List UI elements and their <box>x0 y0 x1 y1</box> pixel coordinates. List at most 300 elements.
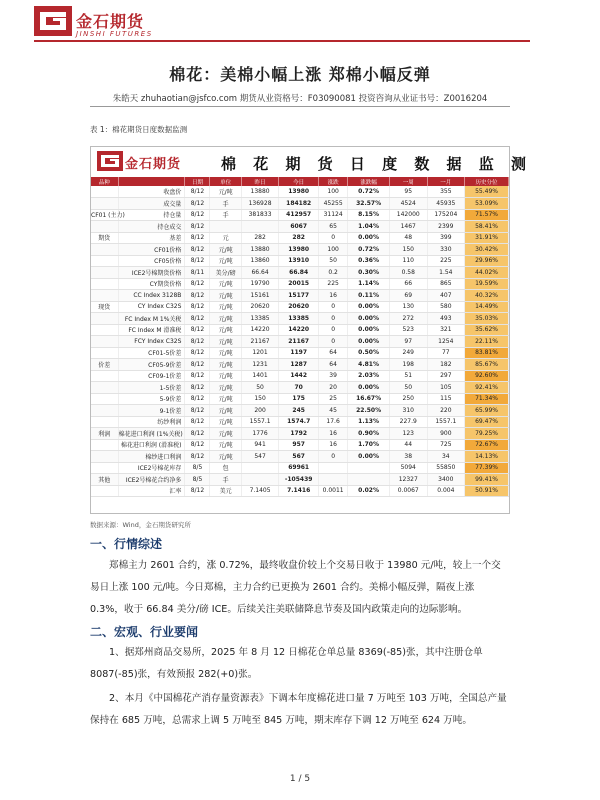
table-cell-prev: 150 <box>241 393 279 405</box>
table-cell-date: 8/12 <box>185 232 210 244</box>
table-cell-pct: 16.67% <box>348 393 390 405</box>
table-cell-prev: 1557.1 <box>241 416 279 428</box>
table-cell-prev: 941 <box>241 439 279 451</box>
table-cell-hist: 31.91% <box>465 232 509 244</box>
table-cell-hist: 99.41% <box>465 474 509 486</box>
table-cell-hist: 53.09% <box>465 198 509 210</box>
table-cell-date: 8/12 <box>185 313 210 325</box>
table-cell-mo: 175204 <box>427 209 465 221</box>
table-logo-text: 金石期货 <box>125 157 182 172</box>
table-cell-mo: 297 <box>427 370 465 382</box>
table-cell-chg: 65 <box>319 221 348 233</box>
table-cell-unit: 元/吨 <box>210 451 241 463</box>
table-cell-chg: 17.6 <box>319 416 348 428</box>
table-cell-hist: 92.41% <box>465 382 509 394</box>
table-cell-today: 245 <box>279 405 319 417</box>
table-cell-date: 8/12 <box>185 209 210 221</box>
author-line: 朱皓天 zhuhaotian@jsfco.com 期货从业资格号：F03090081 投资咨询从业证书号：Z0016204 <box>112 94 488 104</box>
table-row <box>91 313 509 325</box>
table-cell-unit: 手 <box>210 474 241 486</box>
table-cell-unit: 元/吨 <box>210 290 241 302</box>
table-cell-pct <box>348 462 390 474</box>
table-cell-name: 棉花进口利润 (滑准税) <box>118 439 185 451</box>
table-row <box>91 232 509 244</box>
table-cell-unit: 元/吨 <box>210 255 241 267</box>
table-header-row <box>91 177 509 186</box>
table-row <box>91 474 509 486</box>
table-cell-unit <box>210 221 241 233</box>
table-cell-unit: 元/吨 <box>210 393 241 405</box>
table-row <box>91 336 509 348</box>
table-cell-prev: 13880 <box>241 186 279 198</box>
table-cell-today: 184182 <box>279 198 319 210</box>
table-cell-hist: 29.96% <box>465 255 509 267</box>
table-header-cell: 一月 <box>427 177 465 186</box>
table-cell-date: 8/12 <box>185 198 210 210</box>
page-number: 1 / 5 <box>289 774 311 784</box>
table-cell-chg: 0 <box>319 301 348 313</box>
table-row <box>91 393 509 405</box>
table-cell-pct: 1.14% <box>348 278 390 290</box>
table-cell-prev <box>241 221 279 233</box>
table-cell-name: FC Index M 1%关税 <box>118 313 185 325</box>
table-cell-prev: 21167 <box>241 336 279 348</box>
table-cell-hist: 55.49% <box>465 186 509 198</box>
table-cell-hist: 83.81% <box>465 347 509 359</box>
table-cell-prev: 136928 <box>241 198 279 210</box>
table-cell-date: 8/12 <box>185 255 210 267</box>
table-cell-mo: 55850 <box>427 462 465 474</box>
table-row <box>91 324 509 336</box>
table-cell-wk: 5094 <box>389 462 427 474</box>
cotton-data-table <box>91 177 509 497</box>
table-cell-mo: 105 <box>427 382 465 394</box>
table-row <box>91 244 509 256</box>
table-cell-prev: 1776 <box>241 428 279 440</box>
table-cell-today: 957 <box>279 439 319 451</box>
table-cell-name: ICE2号棉期货价格 <box>118 267 185 279</box>
table-cell-mo: 399 <box>427 232 465 244</box>
table-cell-chg: 0 <box>319 324 348 336</box>
company-logo <box>34 6 164 42</box>
table-cell-unit: 元/吨 <box>210 416 241 428</box>
table-cell-chg: 0.0011 <box>319 485 348 497</box>
table-cell-cat <box>91 324 118 336</box>
table-cell-unit: 元/吨 <box>210 244 241 256</box>
table-cell-pct: 0.02% <box>348 485 390 497</box>
table-cell-wk: 272 <box>389 313 427 325</box>
table-cell-name: 基差 <box>118 232 185 244</box>
table-cell-chg: 39 <box>319 370 348 382</box>
table-cell-chg: 100 <box>319 186 348 198</box>
table-cell-unit: 美分/磅 <box>210 267 241 279</box>
table-cell-chg: 25 <box>319 393 348 405</box>
table-cell-pct <box>348 474 390 486</box>
table-cell-prev: 14220 <box>241 324 279 336</box>
table-cell-wk: 0.0067 <box>389 485 427 497</box>
table-cell-date: 8/12 <box>185 359 210 371</box>
table-cell-name: 5-9价差 <box>118 393 185 405</box>
table-cell-unit: 元/吨 <box>210 313 241 325</box>
table-cell-date: 8/12 <box>185 278 210 290</box>
table-cell-mo: 115 <box>427 393 465 405</box>
table-row <box>91 186 509 198</box>
table-cell-wk: 51 <box>389 370 427 382</box>
table-cell-unit: 元/吨 <box>210 301 241 313</box>
table-cell-name: 持仓成交 <box>118 221 185 233</box>
table-cell-cat <box>91 267 118 279</box>
table-row <box>91 370 509 382</box>
table-cell-chg <box>319 462 348 474</box>
table-cell-name: CY Index C32S <box>118 301 185 313</box>
table-cell-name: 持仓量 <box>118 209 185 221</box>
table-header-cell: 单位 <box>210 177 241 186</box>
table-cell-hist: 77.39% <box>465 462 509 474</box>
table-cell-mo: 182 <box>427 359 465 371</box>
table-cell-pct: 0.00% <box>348 336 390 348</box>
table-cell-pct: 0.50% <box>348 347 390 359</box>
paragraph-news-2: 2、本月《中国棉花产消存量资源表》下调本年度棉花进口量 7 万吨至 103 万吨，全国总产量保持在 685 万吨，总需求上调 5 万吨至 845 万吨，期末库存下调 12 万吨至 624 万吨。 <box>90 693 507 726</box>
table-cell-pct: 0.00% <box>348 451 390 463</box>
table-cell-cat <box>91 451 118 463</box>
logo-text: 金石期货 <box>76 12 145 31</box>
table-cell-name: 纺纱利润 <box>118 416 185 428</box>
table-cell-prev: 20620 <box>241 301 279 313</box>
table-cell-name: FC Index M 滑准税 <box>118 324 185 336</box>
table-header-cell: 涨跌幅 <box>348 177 390 186</box>
table-logo <box>97 151 187 173</box>
table-cell-hist: 65.99% <box>465 405 509 417</box>
table-cell-date: 8/12 <box>185 347 210 359</box>
table-cell-wk: 95 <box>389 186 427 198</box>
table-logo-mark-icon <box>97 151 123 171</box>
table-cell-chg: 31124 <box>319 209 348 221</box>
table-cell-cat <box>91 290 118 302</box>
table-cell-prev <box>241 462 279 474</box>
table-cell-pct: 32.57% <box>348 198 390 210</box>
table-cell-mo: 493 <box>427 313 465 325</box>
table-title: 棉 花 期 货 日 度 数 据 监 测 <box>221 155 533 173</box>
table-cell-prev: 13860 <box>241 255 279 267</box>
table-cell-unit: 元/吨 <box>210 278 241 290</box>
table-cell-today: 13385 <box>279 313 319 325</box>
table-cell-today: 13910 <box>279 255 319 267</box>
table-cell-date: 8/12 <box>185 416 210 428</box>
table-cell-date: 8/12 <box>185 290 210 302</box>
table-cell-date: 8/12 <box>185 370 210 382</box>
table-cell-pct: 1.13% <box>348 416 390 428</box>
table-cell-pct: 0.11% <box>348 290 390 302</box>
table-cell-date: 8/12 <box>185 428 210 440</box>
table-cell-prev: 13880 <box>241 244 279 256</box>
table-cell-today: 66.84 <box>279 267 319 279</box>
table-cell-wk: 48 <box>389 232 427 244</box>
table-cell-wk: 523 <box>389 324 427 336</box>
table-cell-cat <box>91 416 118 428</box>
table-cell-mo: 225 <box>427 255 465 267</box>
table-cell-pct: 0.72% <box>348 244 390 256</box>
author-divider <box>90 106 510 107</box>
table-cell-hist: 44.02% <box>465 267 509 279</box>
table-cell-unit: 元/吨 <box>210 370 241 382</box>
table-cell-chg: 0 <box>319 232 348 244</box>
table-cell-pct: 0.36% <box>348 255 390 267</box>
table-cell-name: 汇率 <box>118 485 185 497</box>
table-cell-mo: 77 <box>427 347 465 359</box>
table-cell-pct: 4.81% <box>348 359 390 371</box>
table-cell-today: 20620 <box>279 301 319 313</box>
table-cell-cat <box>91 393 118 405</box>
table-cell-chg: 0.2 <box>319 267 348 279</box>
logo-mark-icon <box>34 6 72 36</box>
table-cell-wk: 97 <box>389 336 427 348</box>
table-header-cell: 今日 <box>279 177 319 186</box>
table-cell-mo: 407 <box>427 290 465 302</box>
table-cell-unit: 美元 <box>210 485 241 497</box>
table-cell-cat <box>91 336 118 348</box>
table-cell-chg: 64 <box>319 359 348 371</box>
table-cell-wk: 44 <box>389 439 427 451</box>
table-cell-pct: 0.00% <box>348 232 390 244</box>
table-cell-cat <box>91 485 118 497</box>
table-header-cell: 品种 <box>91 177 118 186</box>
table-cell-prev: 13385 <box>241 313 279 325</box>
table-cell-chg: 20 <box>319 382 348 394</box>
table-cell-unit: 元/吨 <box>210 382 241 394</box>
table-cell-date: 8/12 <box>185 451 210 463</box>
header-divider <box>34 40 530 42</box>
table-cell-wk: 110 <box>389 255 427 267</box>
table-cell-pct: 8.15% <box>348 209 390 221</box>
table-cell-chg: 0 <box>319 336 348 348</box>
table-row <box>91 301 509 313</box>
table-cell-chg <box>319 474 348 486</box>
table-cell-chg: 50 <box>319 255 348 267</box>
table-row <box>91 405 509 417</box>
paragraph-overview: 郑棉主力 2601 合约，涨 0.72%，最终收盘价较上个交易日收于 13980 元/吨，较上一个交易日上涨 100 元/吨。今日郑棉，主力合约已更换为 2601 合约。美棉小幅反弹，隔夜上涨 0.3%，收于 66.84 美分/磅 ICE。后续关注美联储降息节奏及国内政策走向的边际影响。 <box>90 560 501 615</box>
table-cell-mo: 580 <box>427 301 465 313</box>
table-cell-wk: 249 <box>389 347 427 359</box>
table-cell-wk: 38 <box>389 451 427 463</box>
table-cell-date: 8/5 <box>185 474 210 486</box>
table-cell-cat <box>91 221 118 233</box>
table-row <box>91 290 509 302</box>
table-cell-date: 8/12 <box>185 221 210 233</box>
table-cell-chg: 100 <box>319 244 348 256</box>
table-cell-chg: 225 <box>319 278 348 290</box>
table-cell-wk: 123 <box>389 428 427 440</box>
table-cell-wk: 310 <box>389 405 427 417</box>
table-cell-unit: 元/吨 <box>210 186 241 198</box>
table-cell-prev: 282 <box>241 232 279 244</box>
table-cell-today: 7.1416 <box>279 485 319 497</box>
table-cell-wk: 198 <box>389 359 427 371</box>
table-cell-today: 1574.7 <box>279 416 319 428</box>
table-cell-date: 8/12 <box>185 186 210 198</box>
table-cell-cat: 利润 <box>91 428 118 440</box>
table-cell-today: -105439 <box>279 474 319 486</box>
table-cell-pct: 0.00% <box>348 382 390 394</box>
table-cell-cat <box>91 278 118 290</box>
table-cell-cat <box>91 462 118 474</box>
table-cell-cat <box>91 405 118 417</box>
table-cell-today: 1197 <box>279 347 319 359</box>
table-cell-today: 70 <box>279 382 319 394</box>
table-header-cell <box>118 177 185 186</box>
table-cell-today: 21167 <box>279 336 319 348</box>
table-cell-cat <box>91 313 118 325</box>
table-cell-mo: 220 <box>427 405 465 417</box>
table-cell-hist: 58.41% <box>465 221 509 233</box>
table-cell-hist: 71.34% <box>465 393 509 405</box>
table-cell-pct: 0.30% <box>348 267 390 279</box>
table-cell-mo: 1557.1 <box>427 416 465 428</box>
table-cell-unit: 包 <box>210 462 241 474</box>
table-row <box>91 485 509 497</box>
logo-subtitle: JINSHI FUTURES <box>76 30 153 38</box>
section-heading-overview: 一、行情综述 <box>90 537 163 551</box>
table-row <box>91 255 509 267</box>
table-row <box>91 278 509 290</box>
table-header-cell: 昨日 <box>241 177 279 186</box>
table-cell-mo: 34 <box>427 451 465 463</box>
table-cell-wk: 150 <box>389 244 427 256</box>
table-cell-wk: 69 <box>389 290 427 302</box>
table-cell-cat <box>91 255 118 267</box>
table-cell-hist: 79.25% <box>465 428 509 440</box>
table-cell-unit: 元/吨 <box>210 324 241 336</box>
table-cell-name: CF01价格 <box>118 244 185 256</box>
table-cell-today: 20015 <box>279 278 319 290</box>
table-cell-name: FCY Index C32S <box>118 336 185 348</box>
table-cell-pct: 22.50% <box>348 405 390 417</box>
table-cell-today: 412957 <box>279 209 319 221</box>
table-header-cell: 一周 <box>389 177 427 186</box>
table-cell-cat <box>91 370 118 382</box>
table-cell-pct: 0.00% <box>348 301 390 313</box>
table-cell-today: 13980 <box>279 186 319 198</box>
table-cell-prev: 1401 <box>241 370 279 382</box>
table-cell-wk: 142000 <box>389 209 427 221</box>
table-cell-today: 15177 <box>279 290 319 302</box>
table-cell-mo: 2399 <box>427 221 465 233</box>
table-header-cell: 涨跌 <box>319 177 348 186</box>
table-cell-date: 8/12 <box>185 485 210 497</box>
table-cell-chg: 0 <box>319 313 348 325</box>
table-cell-cat <box>91 382 118 394</box>
table-header-banner <box>91 147 533 177</box>
table-cell-hist: 85.67% <box>465 359 509 371</box>
table-cell-today: 14220 <box>279 324 319 336</box>
table-cell-name: 棉纱进口利润 <box>118 451 185 463</box>
table-row <box>91 416 509 428</box>
table-cell-today: 567 <box>279 451 319 463</box>
table-cell-cat: 其他 <box>91 474 118 486</box>
table-cell-cat: 期货 <box>91 232 118 244</box>
table-cell-mo: 865 <box>427 278 465 290</box>
table-cell-date: 8/12 <box>185 439 210 451</box>
table-row <box>91 439 509 451</box>
table-cell-name: 成交量 <box>118 198 185 210</box>
table-cell-date: 8/5 <box>185 462 210 474</box>
table-row <box>91 359 509 371</box>
table-cell-mo: 330 <box>427 244 465 256</box>
table-cell-name: CF05价格 <box>118 255 185 267</box>
table-cell-date: 8/12 <box>185 244 210 256</box>
table-cell-wk: 1467 <box>389 221 427 233</box>
table-cell-prev: 547 <box>241 451 279 463</box>
table-cell-prev: 19790 <box>241 278 279 290</box>
table-header-cell: 历史分位 <box>465 177 509 186</box>
table-row <box>91 462 509 474</box>
table-cell-today: 13980 <box>279 244 319 256</box>
table-cell-wk: 66 <box>389 278 427 290</box>
table-cell-mo: 1.54 <box>427 267 465 279</box>
table-cell-wk: 227.9 <box>389 416 427 428</box>
table-cell-hist: 14.49% <box>465 301 509 313</box>
table-cell-date: 8/12 <box>185 382 210 394</box>
table-cell-pct: 1.70% <box>348 439 390 451</box>
table-cell-chg: 16 <box>319 439 348 451</box>
table-cell-name: CC Index 3128B <box>118 290 185 302</box>
report-title: 棉花：美棉小幅上涨 郑棉小幅反弹 <box>169 65 431 84</box>
table-cell-cat <box>91 439 118 451</box>
table-caption: 表 1：棉花期货日度数据监测 <box>90 125 188 134</box>
table-cell-mo: 321 <box>427 324 465 336</box>
table-cell-cat: 现货 <box>91 301 118 313</box>
table-cell-prev <box>241 474 279 486</box>
table-row <box>91 382 509 394</box>
table-row <box>91 451 509 463</box>
table-cell-hist: 92.60% <box>465 370 509 382</box>
table-cell-date: 8/12 <box>185 405 210 417</box>
table-header-cell: 日期 <box>185 177 210 186</box>
table-cell-hist: 71.57% <box>465 209 509 221</box>
table-cell-hist: 22.11% <box>465 336 509 348</box>
table-cell-prev: 200 <box>241 405 279 417</box>
table-cell-today: 282 <box>279 232 319 244</box>
table-cell-prev: 1231 <box>241 359 279 371</box>
table-cell-unit: 元 <box>210 232 241 244</box>
table-cell-unit: 元/吨 <box>210 359 241 371</box>
paragraph-news-1: 1、据郑州商品交易所，2025 年 8 月 12 日棉花仓单总量 8369(-85)张，其中注册仓单 8087(-85)张，有效预报 282(+0)张。 <box>90 647 483 680</box>
table-cell-name: ICE2号棉花库存 <box>118 462 185 474</box>
table-cell-chg: 64 <box>319 347 348 359</box>
table-cell-today: 6067 <box>279 221 319 233</box>
table-cell-wk: 50 <box>389 382 427 394</box>
table-cell-mo: 355 <box>427 186 465 198</box>
table-cell-mo: 3400 <box>427 474 465 486</box>
table-cell-today: 1442 <box>279 370 319 382</box>
table-cell-prev: 1201 <box>241 347 279 359</box>
table-cell-cat <box>91 198 118 210</box>
table-cell-mo: 1254 <box>427 336 465 348</box>
table-cell-hist: 40.32% <box>465 290 509 302</box>
table-cell-name: CF09-1价差 <box>118 370 185 382</box>
table-cell-hist: 72.67% <box>465 439 509 451</box>
table-cell-mo: 0.004 <box>427 485 465 497</box>
table-cell-name: ICE2号棉花合约净多 <box>118 474 185 486</box>
table-cell-pct: 2.03% <box>348 370 390 382</box>
table-row <box>91 198 509 210</box>
table-cell-wk: 4524 <box>389 198 427 210</box>
table-cell-cat <box>91 186 118 198</box>
table-cell-cat <box>91 347 118 359</box>
table-cell-hist: 69.47% <box>465 416 509 428</box>
table-cell-unit: 元/吨 <box>210 347 241 359</box>
table-row <box>91 221 509 233</box>
table-row <box>91 428 509 440</box>
